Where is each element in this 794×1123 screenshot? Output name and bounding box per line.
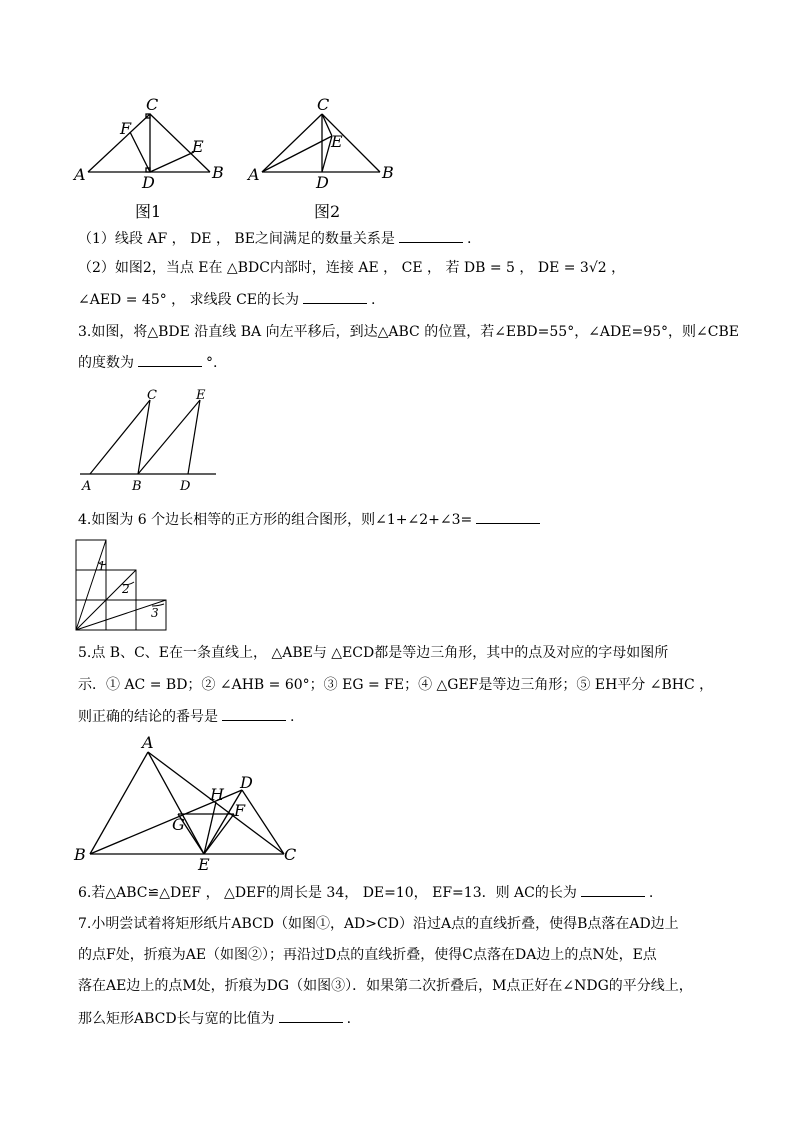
fig2-label-a: A	[248, 165, 260, 184]
fig1-label-f: F	[120, 119, 132, 138]
figure-2	[246, 92, 406, 192]
q5-label-h: H	[210, 785, 224, 804]
q5-label-e: E	[198, 855, 210, 874]
q5-figure	[72, 732, 304, 872]
q4-angle-1: 1	[98, 559, 106, 573]
q3-line1: 3.如图，将△BDE 沿直线 BA 向左平移后，到达△ABC 的位置，若∠EBD=55°，∠ADE=95°，则∠CBE	[78, 324, 739, 340]
q3-line2: 的度数为 °.	[78, 352, 217, 373]
q6-line1: 6.若△ABC≌△DEF ， △DEF的周长是 34， DE=10， EF=13．则 AC的长为 .	[78, 882, 653, 903]
q4-angle-2: 2	[122, 582, 130, 596]
q4-line1: 4.如图为 6 个边长相等的正方形的组合图形，则∠1+∠2+∠3=	[78, 509, 544, 530]
q2-part2b-text: ∠AED = 45° ， 求线段 CE的长为	[78, 292, 300, 308]
q7-line2: 的点F处，折痕为AE（如图②）；再沿过D点的直线折叠，使得C点落在DA边上的点N处，E点	[78, 947, 657, 963]
q4-blank[interactable]	[476, 509, 540, 524]
q3-label-e: E	[196, 388, 206, 403]
q5-line3: 则正确的结论的番号是 .	[78, 706, 294, 727]
q3-figure	[76, 386, 226, 496]
q3-label-a: A	[82, 479, 92, 494]
q4-figure	[74, 538, 169, 633]
q5-label-f: F	[234, 801, 246, 820]
q5-line1: 5.点 B、C、E在一条直线上， △ABE与 △ECD都是等边三角形，其中的点及对应的字母如图所	[78, 645, 669, 661]
q5-blank[interactable]	[222, 706, 286, 721]
fig1-label-e: E	[192, 137, 204, 156]
q3-label-c: C	[147, 388, 157, 403]
fig1-label-a: A	[74, 165, 86, 184]
fig1-label-b: B	[212, 163, 224, 182]
q2-part2b-blank[interactable]	[303, 289, 367, 304]
q5-line2: 示．① AC = BD；② ∠AHB = 60°；③ EG = FE；④ △GEF是等边三角形；⑤ EH平分 ∠BHC ，	[78, 677, 714, 693]
q6-blank[interactable]	[581, 882, 645, 897]
figure-2-caption: 图2	[314, 202, 341, 221]
q2-part1-text: （1）线段 AF ， DE ， BE之间满足的数量关系是	[78, 231, 395, 247]
fig2-label-d: D	[316, 173, 329, 192]
q7-line1: 7.小明尝试着将矩形纸片ABCD（如图①，AD>CD）沿过A点的直线折叠，使得B点落在AD边上	[78, 916, 679, 932]
q2-part2b: ∠AED = 45° ， 求线段 CE的长为 .	[78, 289, 375, 310]
q5-label-c: C	[284, 845, 297, 864]
figure-1-caption: 图1	[135, 202, 162, 221]
q7-line4: 那么矩形ABCD长与宽的比值为 .	[78, 1008, 351, 1029]
q3-label-d: D	[180, 479, 191, 494]
fig1-label-d: D	[142, 173, 155, 192]
fig2-label-b: B	[382, 163, 394, 182]
q7-line3: 落在AE边上的点M处，折痕为DG（如图③）．如果第二次折叠后，M点正好在∠NDG的平分线上，	[78, 978, 693, 994]
q5-label-a: A	[142, 733, 154, 752]
q2-part2a: （2）如图2，当点 E在 △BDC内部时，连接 AE ， CE ， 若 DB = 5 ， DE = 3√2 ，	[78, 260, 626, 276]
q5-label-d: D	[240, 773, 253, 792]
q4-angle-3: 3	[151, 606, 159, 620]
q3-blank[interactable]	[138, 352, 202, 367]
fig2-label-c: C	[317, 95, 330, 114]
figure-1	[70, 92, 230, 192]
fig1-label-c: C	[146, 95, 159, 114]
q2-part1-blank[interactable]	[399, 228, 463, 243]
q3-label-b: B	[132, 479, 142, 494]
q5-label-b: B	[74, 845, 86, 864]
q5-label-g: G	[172, 815, 185, 834]
q2-part1: （1）线段 AF ， DE ， BE之间满足的数量关系是 .	[78, 228, 471, 249]
q7-blank[interactable]	[279, 1008, 343, 1023]
fig2-label-e: E	[331, 132, 343, 151]
